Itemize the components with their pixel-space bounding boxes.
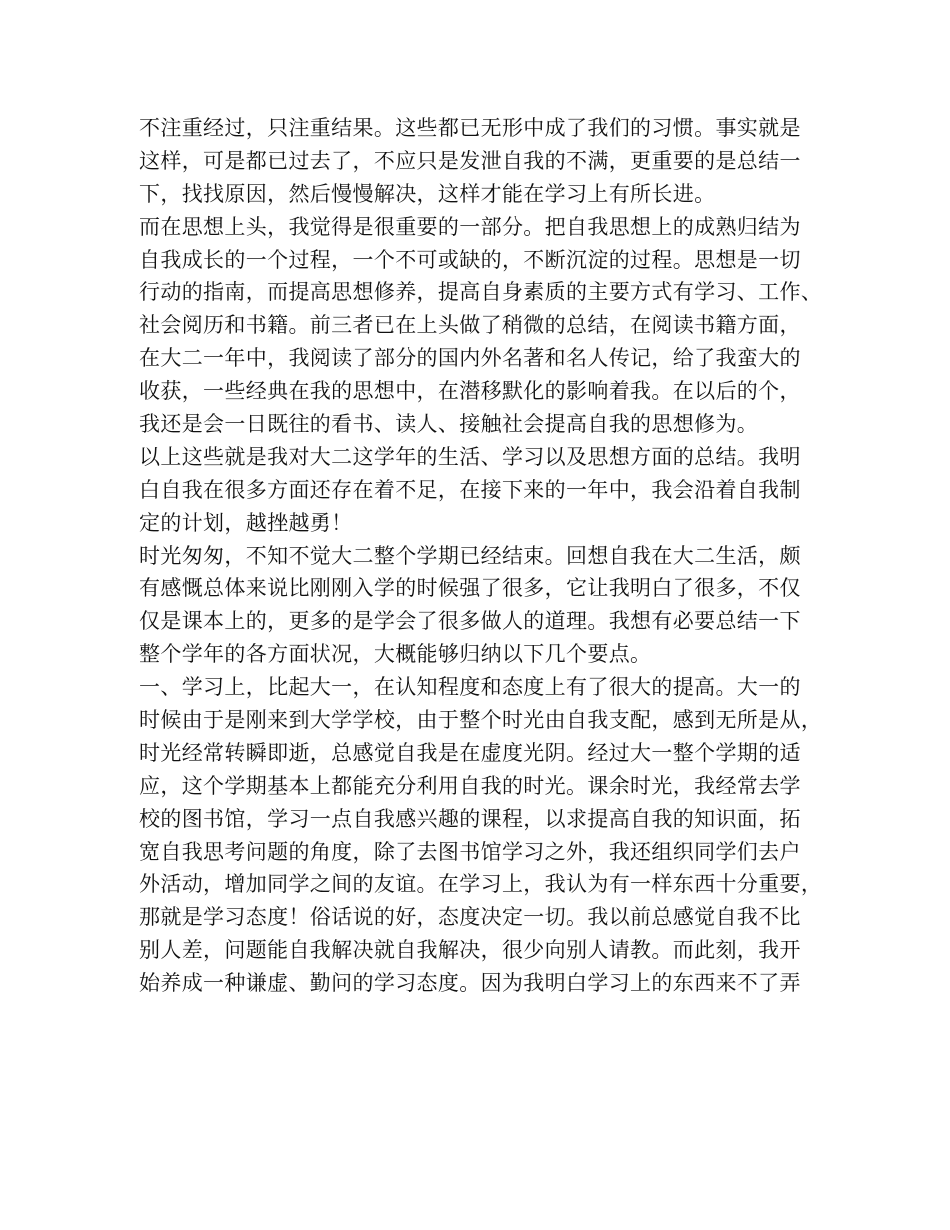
text-line: 宽自我思考问题的角度，除了去图书馆学习之外，我还组织同学们去户 [139, 839, 801, 864]
text-line: 时光经常转瞬即逝，总感觉自我是在虚度光阴。经过大一整个学期的适 [139, 740, 801, 765]
text-line: 那就是学习态度！俗话说的好，态度决定一切。我以前总感觉自我不比 [139, 905, 801, 930]
text-line: 定的计划，越挫越勇！ [139, 510, 353, 535]
document-body [139, 112, 829, 1000]
text-line: 自我成长的一个过程，一个不可或缺的，不断沉淀的过程。思想是一切 [139, 247, 801, 272]
text-line: 在大二一年中，我阅读了部分的国内外名著和名人传记，给了我蛮大的 [139, 346, 801, 371]
text-line: 始养成一种谦虚、勤问的学习态度。因为我明白学习上的东西来不了弄 [139, 971, 801, 996]
text-line: 收获，一些经典在我的思想中，在潜移默化的影响着我。在以后的个， [139, 379, 801, 404]
text-line: 这样，可是都已过去了，不应只是发泄自我的不满，更重要的是总结一 [139, 148, 801, 173]
text-line: 有感慨总体来说比刚刚入学的时候强了很多，它让我明白了很多，不仅 [139, 576, 801, 601]
text-line: 一、学习上，比起大一，在认知程度和态度上有了很大的提高。大一的 [139, 675, 801, 700]
text-line: 仅是课本上的，更多的是学会了很多做人的道理。我想有必要总结一下 [139, 609, 801, 634]
text-line: 时候由于是刚来到大学学校，由于整个时光由自我支配，感到无所是从， [139, 708, 823, 733]
text-line: 整个学年的各方面状况，大概能够归纳以下几个要点。 [139, 642, 652, 667]
text-line: 别人差，问题能自我解决就自我解决，很少向别人请教。而此刻，我开 [139, 938, 801, 963]
text-line: 社会阅历和书籍。前三者已在上头做了稍微的总结，在阅读书籍方面， [139, 313, 801, 338]
text-line: 时光匆匆，不知不觉大二整个学期已经结束。回想自我在大二生活，颇 [139, 543, 801, 568]
text-line: 以上这些就是我对大二这学年的生活、学习以及思想方面的总结。我明 [139, 444, 801, 469]
text-line: 我还是会一日既往的看书、读人、接触社会提高自我的思想修为。 [139, 412, 759, 437]
text-line: 白自我在很多方面还存在着不足，在接下来的一年中，我会沿着自我制 [139, 477, 801, 502]
text-line: 而在思想上头，我觉得是很重要的一部分。把自我思想上的成熟归结为 [139, 214, 801, 239]
text-line: 下，找找原因，然后慢慢解决，这样才能在学习上有所长进。 [139, 181, 716, 206]
text-line: 行动的指南，而提高思想修养，提高自身素质的主要方式有学习、工作、 [139, 280, 823, 305]
text-line: 校的图书馆，学习一点自我感兴趣的课程，以求提高自我的知识面，拓 [139, 806, 801, 831]
text-line: 外活动，增加同学之间的友谊。在学习上，我认为有一样东西十分重要， [139, 872, 823, 897]
text-line: 不注重经过，只注重结果。这些都已无形中成了我们的习惯。事实就是 [139, 116, 801, 140]
text-line: 应，这个学期基本上都能充分利用自我的时光。课余时光，我经常去学 [139, 773, 801, 798]
